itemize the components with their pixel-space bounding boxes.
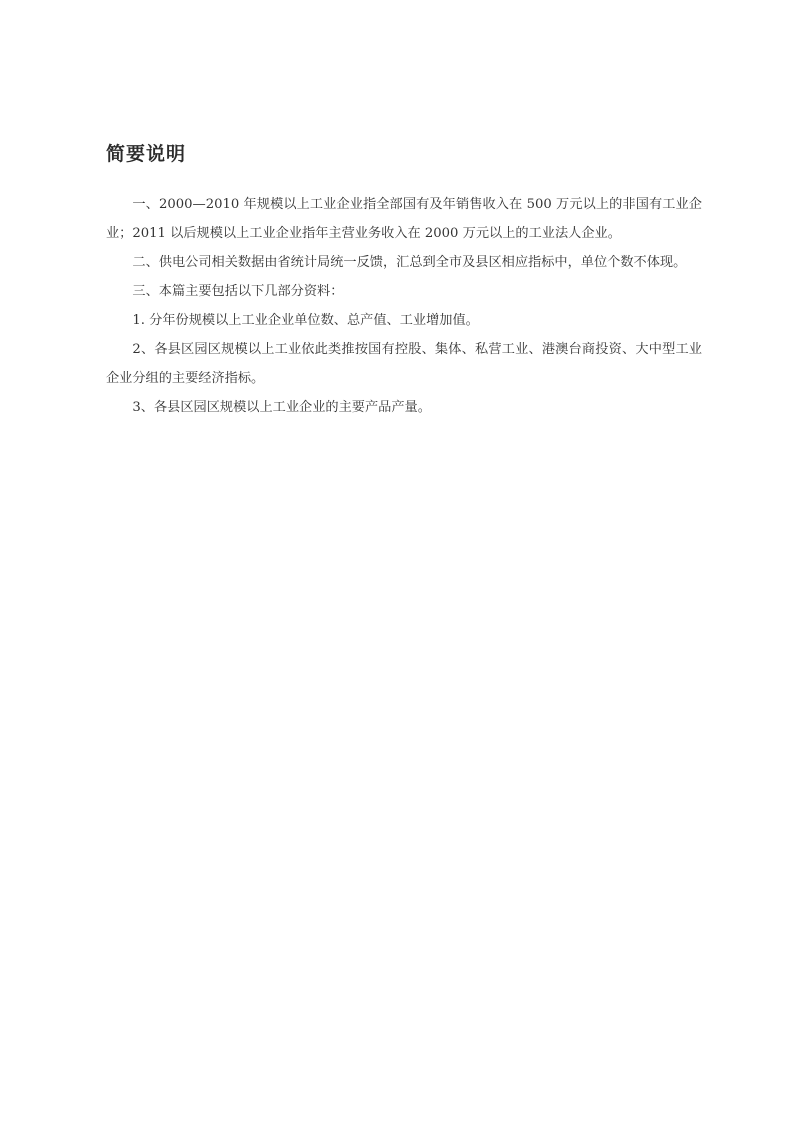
- page-title: 简要说明: [106, 143, 187, 165]
- paragraph-scope-definition: 一、2000—2010 年规模以上工业企业指全部国有及年销售收入在 500 万元以上的非国有工业企业；2011 以后规模以上工业企业指年主营业务收入在 2000 万元以上的工业法人企业。: [106, 197, 702, 241]
- list-item-product-output: 3、各县区园区规模以上工业企业的主要产品产量。: [132, 400, 431, 415]
- list-item-annual-units: 1. 分年份规模以上工业企业单位数、总产值、工业增加值。: [132, 313, 479, 328]
- list-item-county-groups: 2、各县区园区规模以上工业依此类推按国有控股、集体、私营工业、港澳台商投资、大中型工业企业分组的主要经济指标。: [106, 342, 702, 386]
- paragraph-contents-intro: 三、本篇主要包括以下几部分资料：: [132, 284, 344, 299]
- paragraph-power-supply-note: 二、供电公司相关数据由省统计局统一反馈，汇总到全市及县区相应指标中，单位个数不体现。: [132, 255, 687, 270]
- document-body: [106, 190, 702, 422]
